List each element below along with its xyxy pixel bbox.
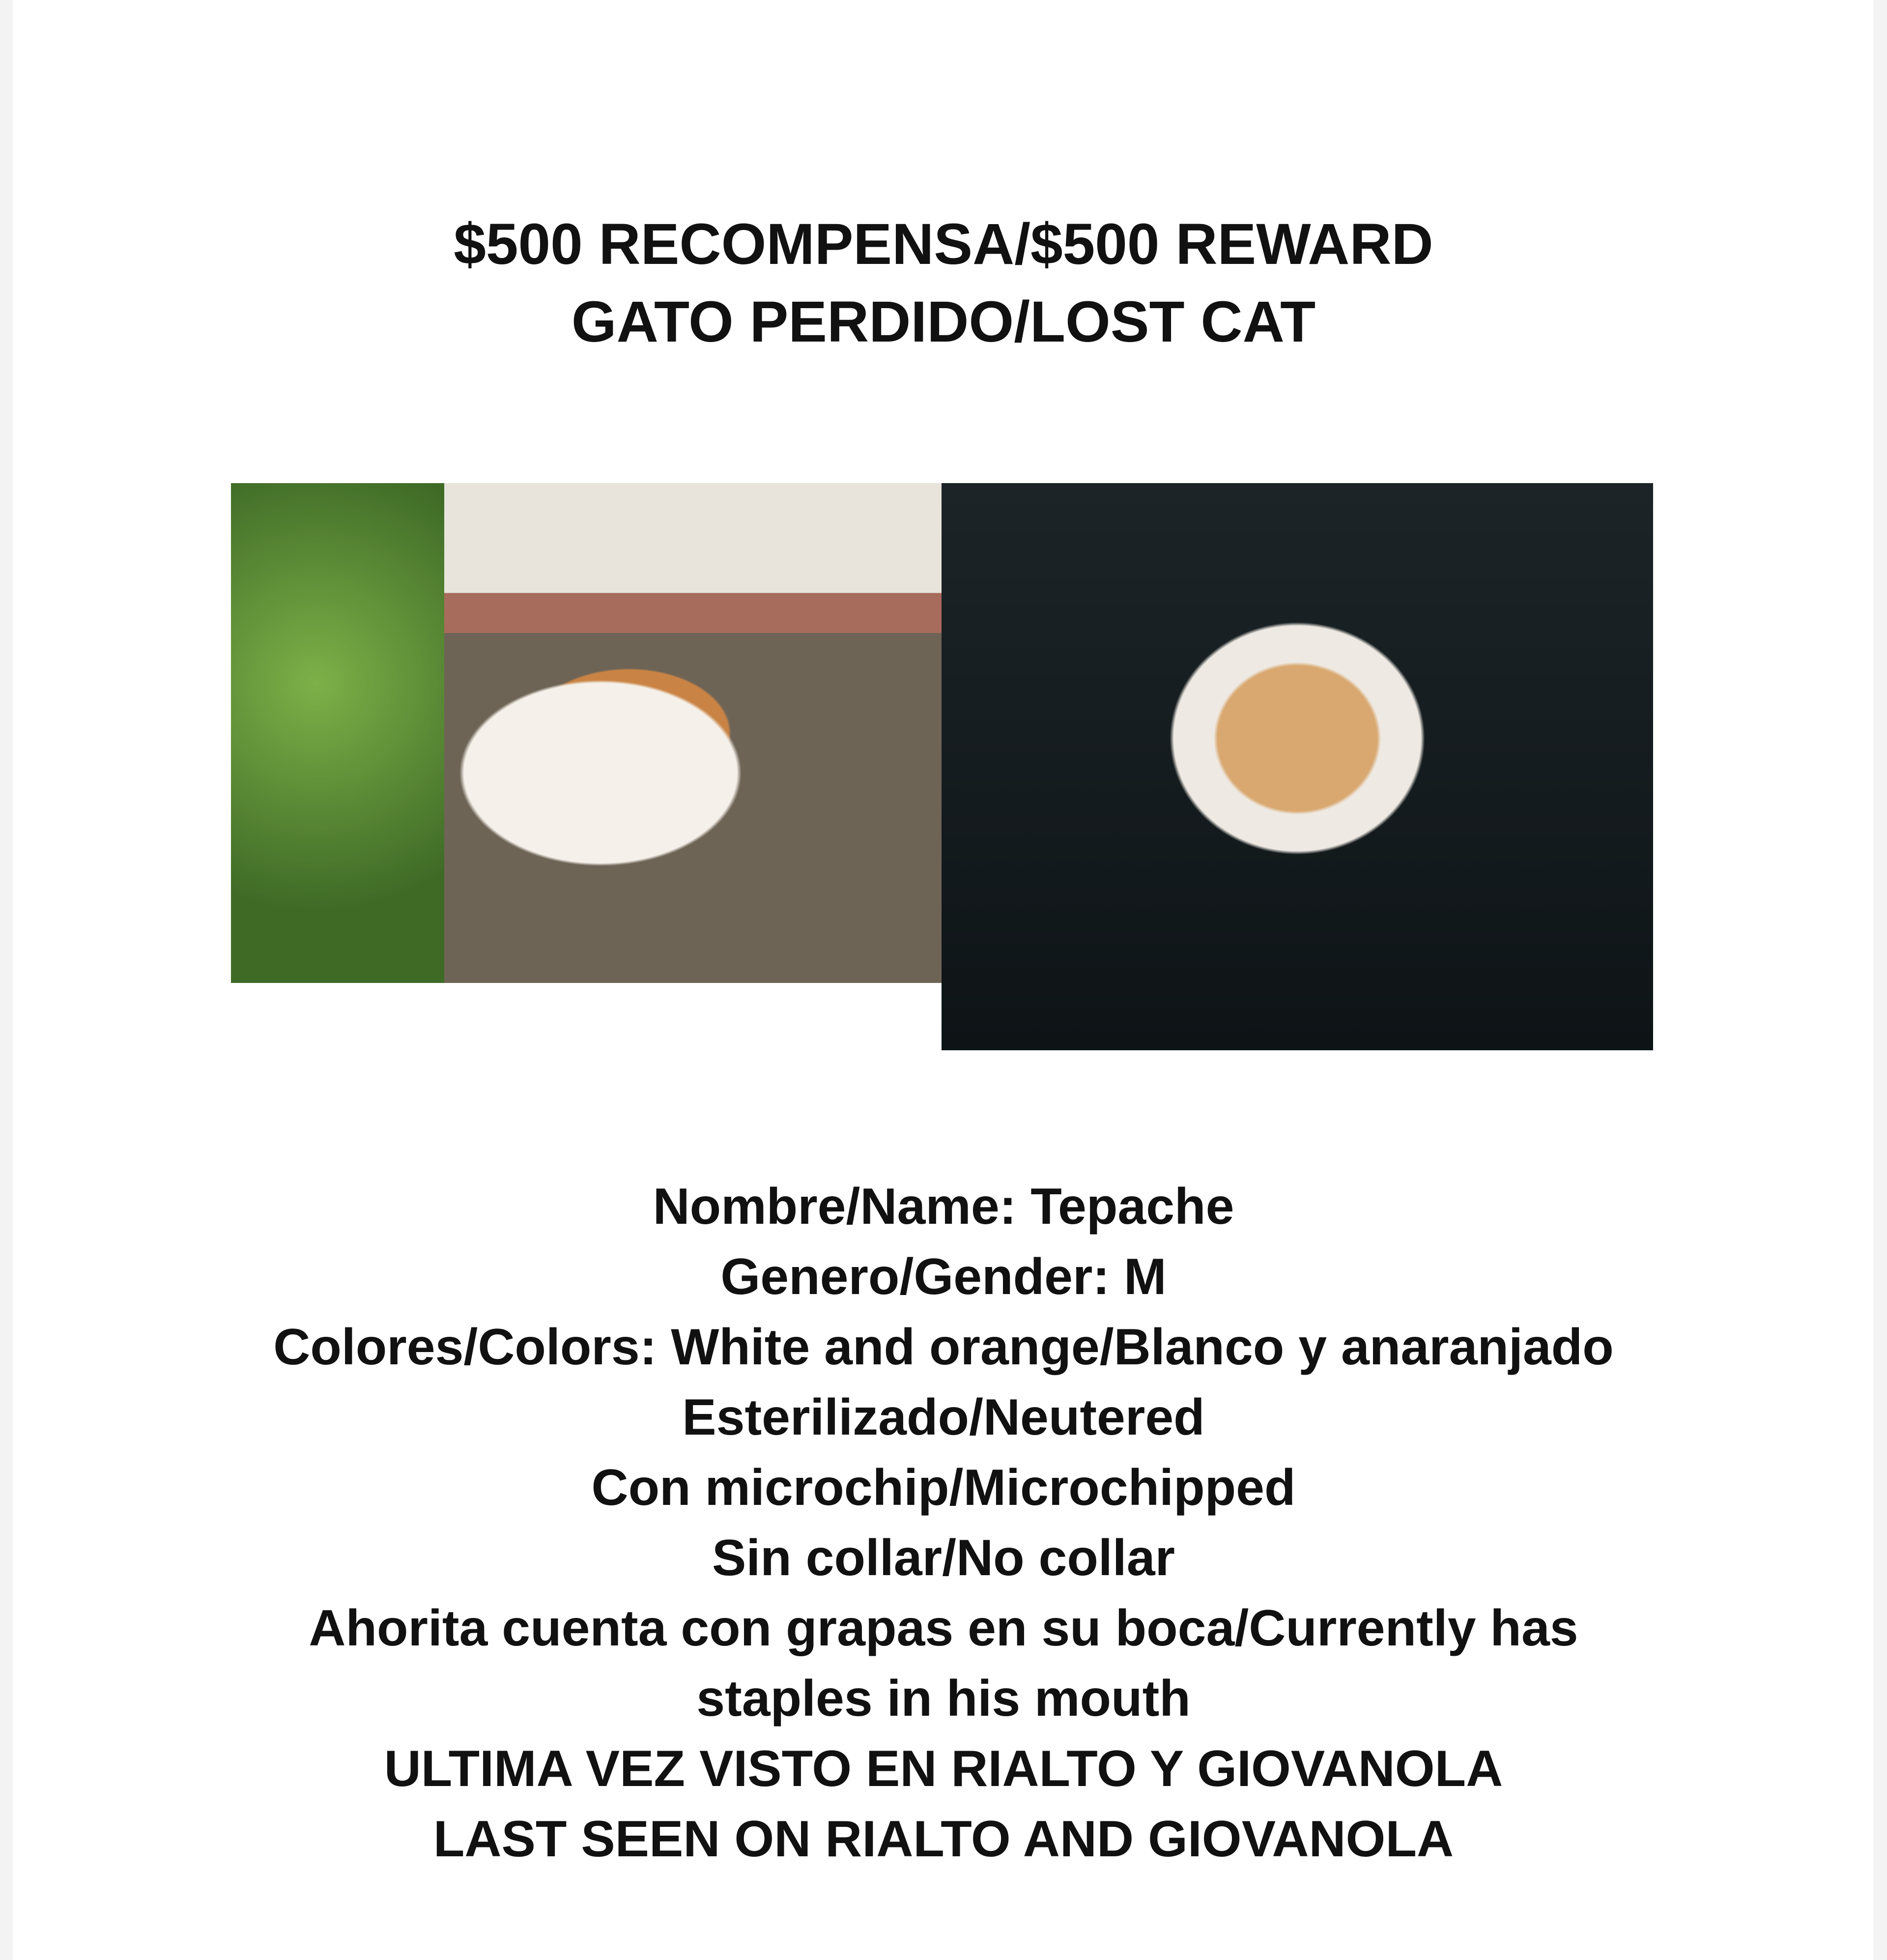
cat-on-couch-photo <box>942 483 1653 1050</box>
name-line: Nombre/Name: Tepache <box>653 1178 1234 1235</box>
cat-in-garden-photo <box>231 483 942 983</box>
reward-heading: $500 RECOMPENSA/$500 REWARD <box>454 212 1433 277</box>
lost-cat-heading: GATO PERDIDO/LOST CAT <box>571 289 1316 354</box>
leaves-decoration <box>231 483 444 983</box>
neutered-line: Esterilizado/Neutered <box>682 1389 1205 1446</box>
colors-line: Colores/Colors: White and orange/Blanco y anaranjado <box>273 1319 1614 1376</box>
flyer-header <box>0 205 1887 361</box>
staples-line: Ahorita cuenta con grapas en su boca/Currently has staples in his mouth <box>309 1600 1578 1727</box>
microchip-line: Con microchip/Microchipped <box>591 1459 1296 1516</box>
last-seen-en-line: LAST SEEN ON RIALTO AND GIOVANOLA <box>433 1811 1454 1868</box>
collar-line: Sin collar/No collar <box>712 1529 1175 1586</box>
cat-details <box>0 1172 1887 1874</box>
gender-line: Genero/Gender: M <box>720 1248 1167 1305</box>
last-seen-es-line: ULTIMA VEZ VISTO EN RIALTO Y GIOVANOLA <box>384 1740 1503 1797</box>
